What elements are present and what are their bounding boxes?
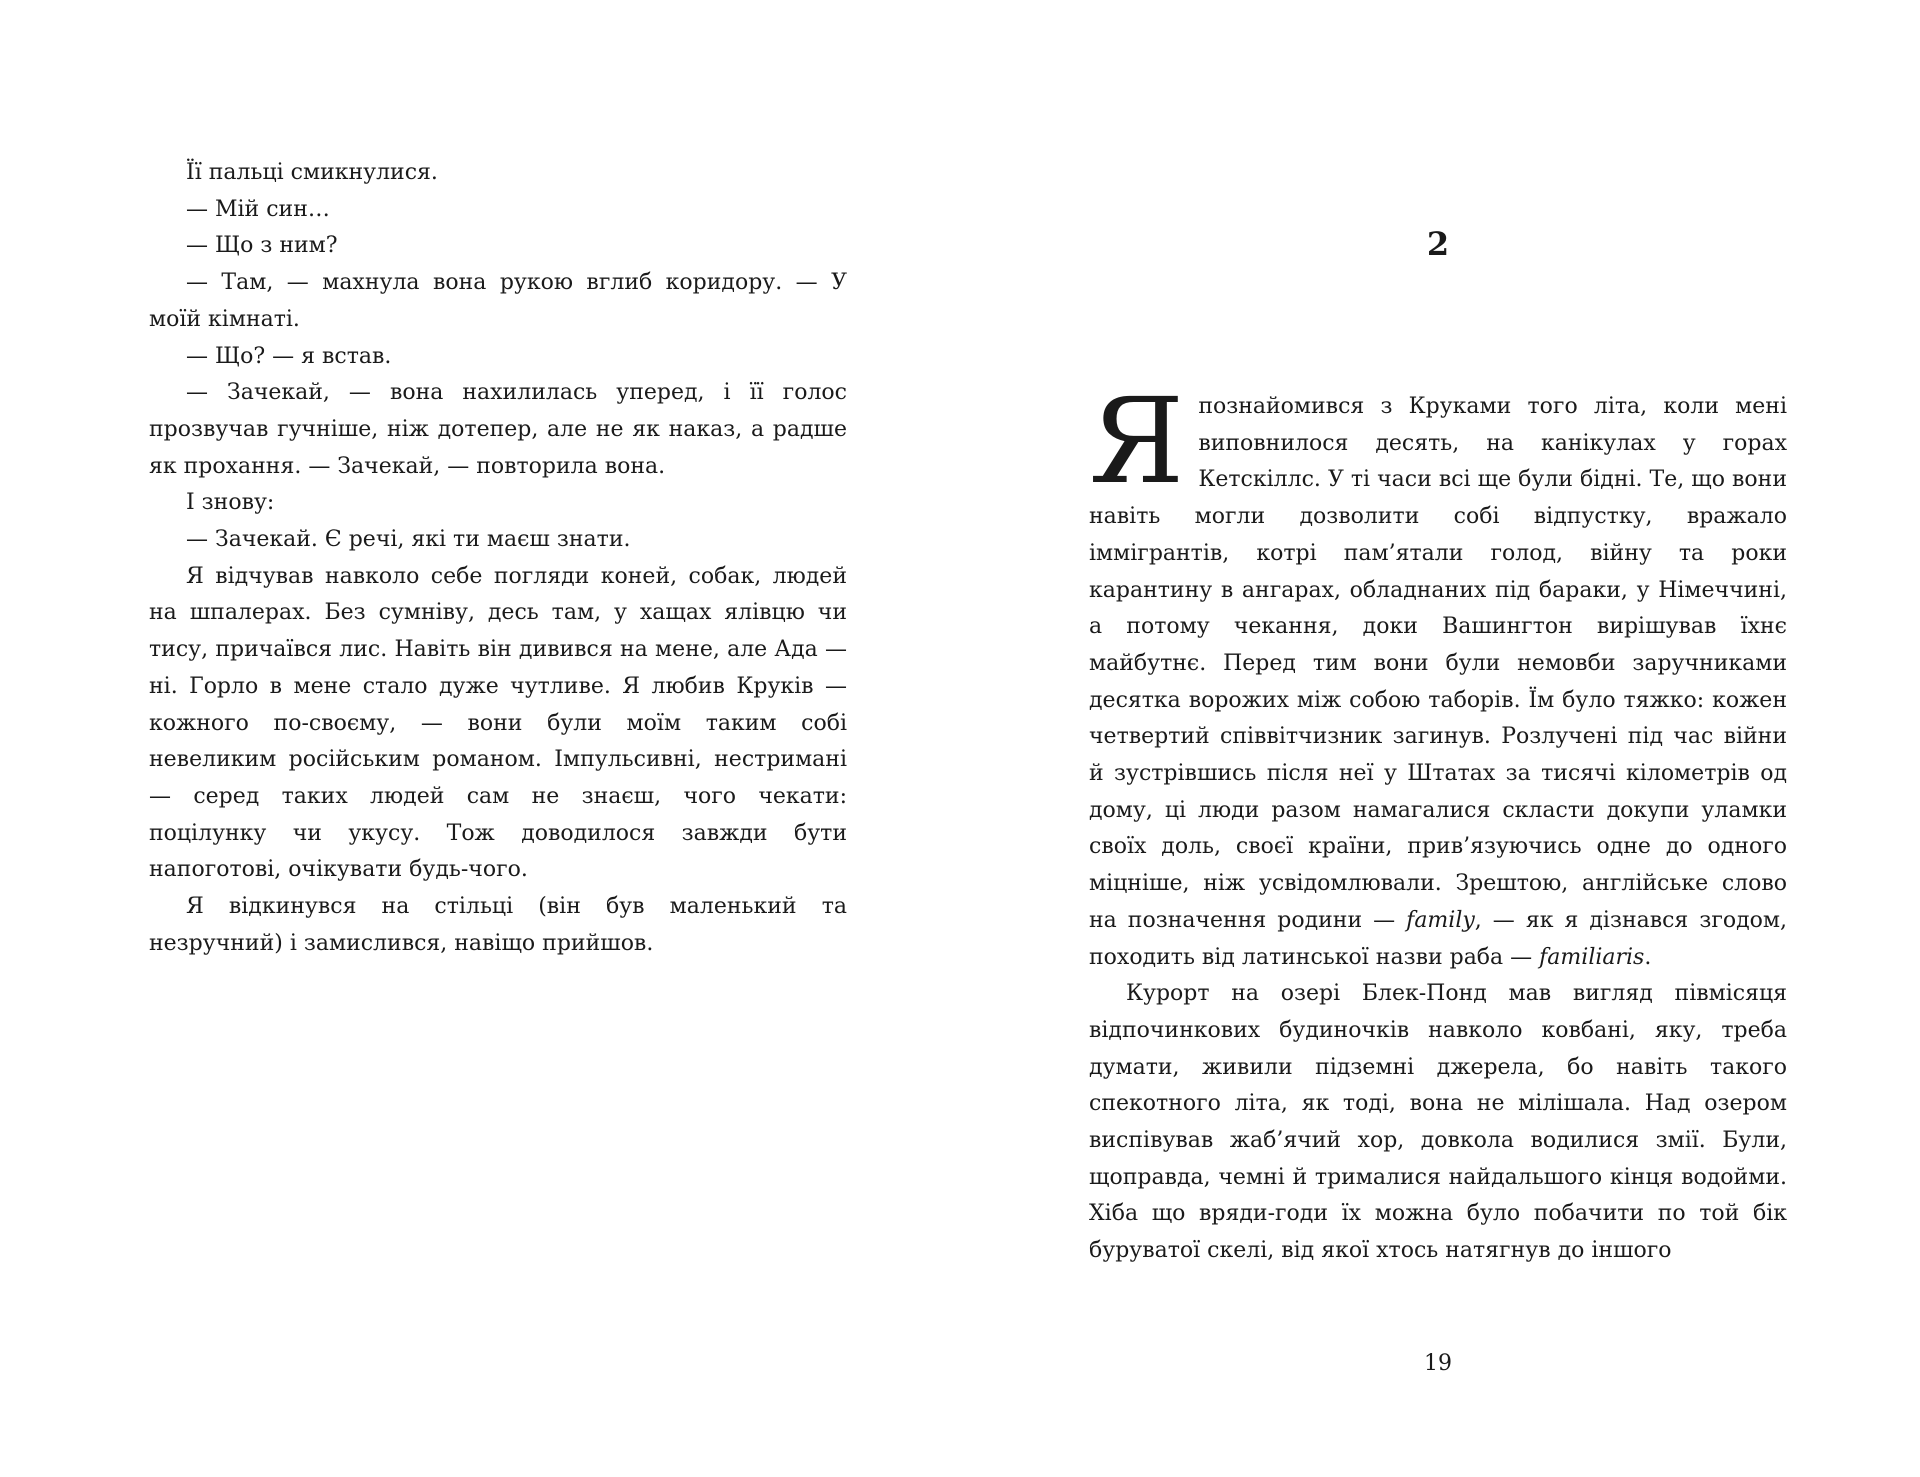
paragraph: І знову:	[186, 490, 275, 516]
paragraph: Я відчував навколо себе погляди коней, собак, людей на шпалерах. Без сумніву, десь там, у хащах ялівцю чи тису, причаївся лис. Навіть він дивився на мене, але Ада — ні. Горло в мене стало дуже чутливе. Я любив Круків — кожного по-своєму, — вони були моїм таким собі невеликим російським романом. Імпульсивні, нестримані — серед таких людей сам не знаєш, чого чекати: поцілунку чи укусу. Тож доводилося завжди бути напоготові, очікувати будь-чого.	[149, 563, 847, 883]
paragraph: — Зачекай, — вона нахилилась уперед, і її голос прозвучав гучніше, ніж дотепер, але не як наказ, а радше як прохання. — Зачекай, — повторила вона.	[149, 380, 847, 479]
drop-cap: Я	[1089, 372, 1185, 510]
paragraph: — Мій син…	[186, 196, 330, 222]
paragraph: Я відкинувся на стільці (він був маленький та незручний) і замислився, навіщо прийшов.	[149, 894, 847, 956]
paragraph: Курорт на озері Блек-Понд мав вигляд півмісяця відпочинкових будиночків навколо ковбані, яку, треба думати, живили підземні джерела, бо навіть такого спекотного літа, як тоді, вона не мілішала. Над озером виспівував жаб’ячий хор, довкола водилися змії. Були, щоправда, чемні й трималися найдальшого кінця водойми. Хіба що вряди-годи їх можна було побачити по той бік буруватої скелі, від якої хтось натягнув до іншого	[1089, 981, 1787, 1264]
chapter-body	[1089, 372, 1787, 1270]
paragraph-text: .	[1644, 944, 1652, 970]
paragraph: — Там, — махнула вона рукою вглиб коридору. — У моїй кімнаті.	[149, 270, 847, 332]
page-number: 19	[1424, 1351, 1452, 1376]
right-page	[1089, 155, 1787, 1270]
paragraph: — Що? — я встав.	[186, 343, 392, 369]
paragraph-text: , — як я дізнався згодом, походить від латинської назви раба —	[1089, 907, 1787, 970]
opening-paragraph	[1089, 372, 1787, 976]
paragraph: Її пальці смикнулися.	[186, 160, 438, 185]
italic-word-familiaris: familiaris	[1539, 944, 1645, 970]
chapter-number: 2	[1426, 225, 1450, 263]
italic-word-family: family	[1406, 907, 1475, 933]
paragraph-text: познайомився з Круками того літа, коли мені виповнилося десять, на канікулах у горах Кетскіллс. У ті часи всі ще були бідні. Те, що вони навіть могли дозволити собі відпустку, вражало іммігрантів, котрі пам’ятали голод, війну та роки карантину в ангарах, обладнаних під бараки, у Німеччині, а потому чекання, доки Вашингтон вирішував їхнє майбутнє. Перед тим вони були немовби заручниками десятка ворожих між собою таборів. Їм було тяжко: кожен четвертий співвітчизник загинув. Розлучені під час війни й зустрівшись після неї у Штатах за тисячі кілометрів од дому, ці люди разом намагалися скласти докупи уламки своїх доль, своєї країни, прив’язуючись одне до одного міцніше, ніж усвідомлювали. Зрештою, англійське слово на позначення родини —	[1089, 394, 1787, 933]
left-page	[149, 155, 847, 962]
paragraph: — Зачекай. Є речі, які ти маєш знати.	[186, 527, 631, 553]
paragraph: — Що з ним?	[186, 233, 338, 259]
